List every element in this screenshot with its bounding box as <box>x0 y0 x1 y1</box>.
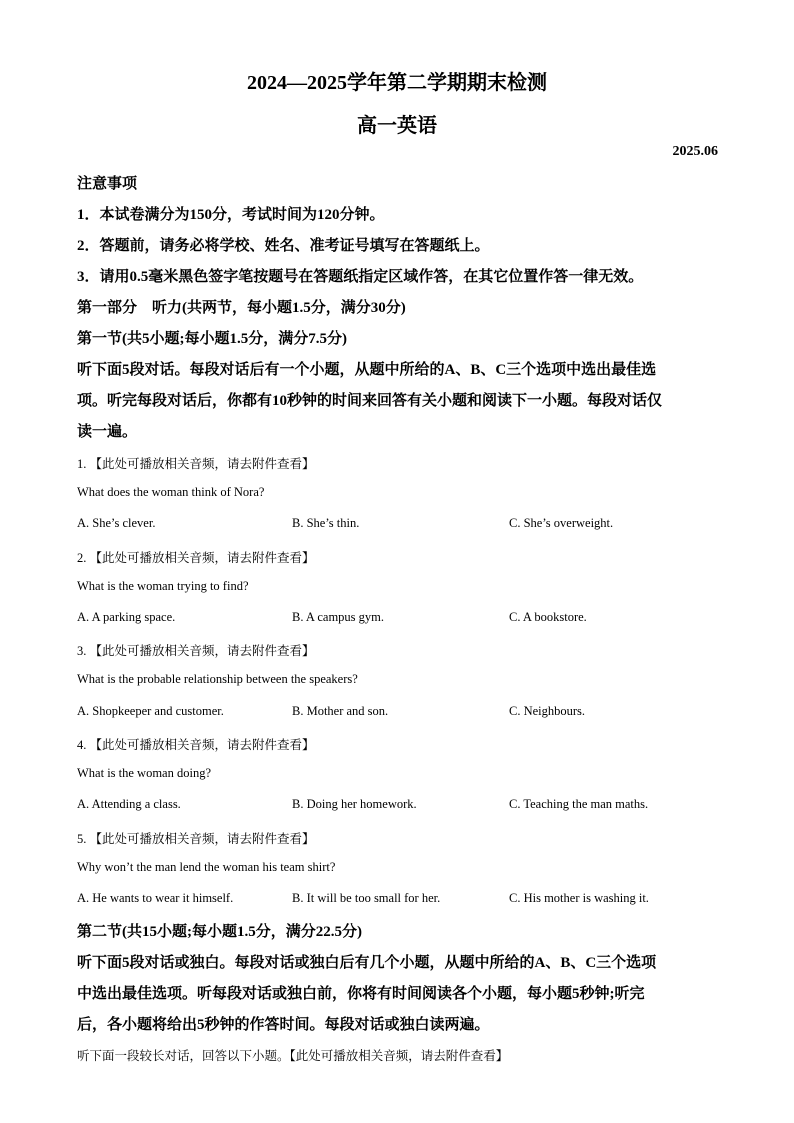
notes-item: 2．答题前，请务必将学校、姓名、准考证号填写在答题纸上。 <box>77 238 490 254</box>
exam-title: 2024—2025学年第二学期期末检测 <box>247 72 547 94</box>
audio-placeholder-link[interactable]: 2. 【此处可播放相关音频，请去附件查看】 <box>77 551 315 565</box>
section1-instruction: 项。听完每段对话后，你都有10秒钟的时间来回答有关小题和阅读下一小题。每段对话仅 <box>77 393 663 409</box>
part1-heading: 第一部分 听力(共两节，每小题1.5分，满分30分) <box>77 300 406 316</box>
option-c: C. She’s overweight. <box>509 516 614 530</box>
option-b: B. She’s thin. <box>292 516 360 530</box>
section1-instruction: 听下面5段对话。每段对话后有一个小题，从题中所给的A、B、C三个选项中选出最佳选 <box>77 362 657 378</box>
option-c: C. His mother is washing it. <box>509 891 649 905</box>
section2-instruction: 中选出最佳选项。听每段对话或独白前，你将有时间阅读各个小题，每小题5秒钟;听完 <box>77 986 645 1002</box>
question-text: What is the probable relationship between the speakers? <box>77 672 358 686</box>
question-text: What does the woman think of Nora? <box>77 485 265 499</box>
exam-date: 2025.06 <box>672 144 718 159</box>
section2-lead-audio[interactable]: 听下面一段较长对话，回答以下小题。【此处可播放相关音频，请去附件查看】 <box>77 1049 509 1063</box>
option-b: B. Mother and son. <box>292 704 389 718</box>
notes-item: 3．请用0.5毫米黑色签字笔按题号在答题纸指定区域作答，在其它位置作答一律无效。 <box>77 269 644 285</box>
audio-placeholder-link[interactable]: 5. 【此处可播放相关音频，请去附件查看】 <box>77 832 315 846</box>
section2-instruction: 听下面5段对话或独白。每段对话或独白后有几个小题，从题中所给的A、B、C三个选项 <box>77 955 657 971</box>
option-c: C. Teaching the man maths. <box>509 797 649 811</box>
question-text: What is the woman doing? <box>77 766 211 780</box>
audio-placeholder-link[interactable]: 1. 【此处可播放相关音频，请去附件查看】 <box>77 457 315 471</box>
option-b: B. Doing her homework. <box>292 797 417 811</box>
section2-heading: 第二节(共15小题;每小题1.5分，满分22.5分) <box>77 924 362 940</box>
notes-heading: 注意事项 <box>77 176 138 192</box>
notes-item: 1．本试卷满分为150分，考试时间为120分钟。 <box>77 207 385 223</box>
option-a: A. Shopkeeper and customer. <box>77 704 224 718</box>
section1-heading: 第一节(共5小题;每小题1.5分，满分7.5分) <box>77 331 347 347</box>
option-a: A. He wants to wear it himself. <box>77 891 234 905</box>
exam-subtitle: 高一英语 <box>357 115 437 137</box>
option-a: A. A parking space. <box>77 610 176 624</box>
option-c: C. A bookstore. <box>509 610 587 624</box>
option-a: A. She’s clever. <box>77 516 156 530</box>
option-c: C. Neighbours. <box>509 704 586 718</box>
option-b: B. It will be too small for her. <box>292 891 441 905</box>
option-a: A. Attending a class. <box>77 797 181 811</box>
audio-placeholder-link[interactable]: 4. 【此处可播放相关音频，请去附件查看】 <box>77 738 315 752</box>
question-text: What is the woman trying to find? <box>77 579 249 593</box>
section1-instruction: 读一遍。 <box>77 424 138 440</box>
section2-instruction: 后，各小题将给出5秒钟的作答时间。每段对话或独白读两遍。 <box>77 1017 490 1033</box>
audio-placeholder-link[interactable]: 3. 【此处可播放相关音频，请去附件查看】 <box>77 644 315 658</box>
option-b: B. A campus gym. <box>292 610 385 624</box>
question-text: Why won’t the man lend the woman his team shirt? <box>77 860 336 874</box>
